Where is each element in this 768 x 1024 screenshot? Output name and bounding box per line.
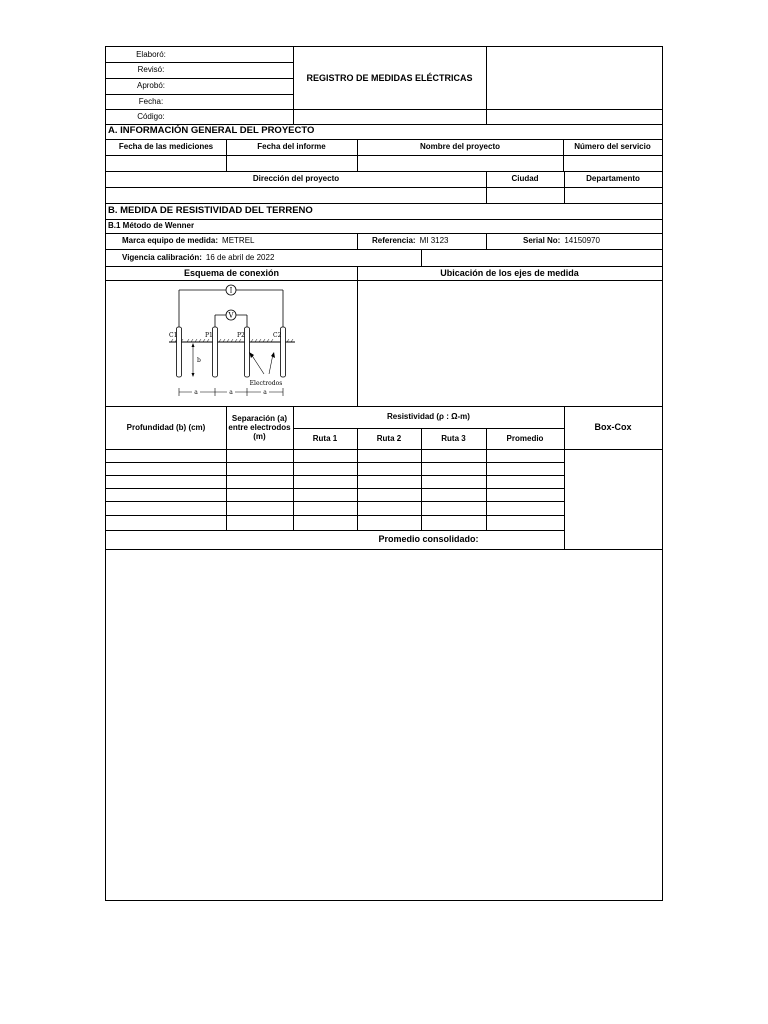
form-sheet xyxy=(105,46,663,901)
equipment-label: Marca equipo de medida: xyxy=(122,236,219,246)
schema-title: Esquema de conexión xyxy=(183,267,280,278)
label-fecha: Fecha: xyxy=(138,96,164,106)
header-ruta-1: Ruta 1 xyxy=(312,433,338,443)
label-spacing-3: a xyxy=(263,389,267,396)
header-ruta-3: Ruta 3 xyxy=(441,433,466,443)
label-p1: P1 xyxy=(205,332,213,339)
input-fecha-informe[interactable] xyxy=(226,155,357,171)
header-numero-servicio: Número del servicio xyxy=(574,142,651,152)
header-ciudad: Ciudad xyxy=(511,174,539,184)
label-codigo: Código: xyxy=(137,111,165,121)
label-c2: C2 xyxy=(273,332,282,339)
voltmeter-symbol: V xyxy=(228,311,234,320)
equipment-value: METREL xyxy=(222,236,255,246)
input-ciudad[interactable] xyxy=(486,187,564,203)
label-depth: b xyxy=(197,357,201,364)
location-title: Ubicación de los ejes de medida xyxy=(440,267,579,278)
label-elaboro: Elaboró: xyxy=(136,49,166,59)
data-rows-area[interactable] xyxy=(106,449,564,530)
calibration-field xyxy=(120,249,420,266)
calibration-label: Vigencia calibración: xyxy=(122,252,202,262)
ammeter-symbol: I xyxy=(229,286,233,295)
location-area[interactable] xyxy=(358,281,662,405)
input-departamento[interactable] xyxy=(564,187,662,203)
reference-value: MI 3123 xyxy=(419,236,449,246)
serial-field xyxy=(521,233,662,249)
label-spacing-2: a xyxy=(229,389,233,396)
header-direccion-proyecto: Dirección del proyecto xyxy=(252,174,340,184)
label-c1: C1 xyxy=(169,332,178,339)
header-fecha-informe: Fecha del informe xyxy=(257,142,326,152)
serial-label: Serial No: xyxy=(523,236,561,246)
document-title: REGISTRO DE MEDIDAS ELÉCTRICAS xyxy=(306,72,473,83)
input-nombre-proyecto[interactable] xyxy=(357,155,563,171)
header-ruta-2: Ruta 2 xyxy=(376,433,402,443)
reference-field xyxy=(370,233,486,249)
consolidated-average-label: Promedio consolidado: xyxy=(378,534,479,545)
boxcox-area[interactable] xyxy=(565,449,662,549)
header-resistivity: Resistividad (ρ : Ω-m) xyxy=(387,412,470,422)
label-spacing-1: a xyxy=(194,389,198,396)
header-separation: Separación (a) entre electrodos (m) xyxy=(228,413,291,442)
method-label: B.1 Método de Wenner xyxy=(108,221,195,231)
reference-label: Referencia: xyxy=(372,236,416,246)
input-direccion-proyecto[interactable] xyxy=(106,187,486,203)
input-numero-servicio[interactable] xyxy=(563,155,662,171)
calibration-value: 16 de abril de 2022 xyxy=(205,252,275,262)
input-fecha-mediciones[interactable] xyxy=(106,155,226,171)
section-a-title: A. INFORMACIÓN GENERAL DEL PROYECTO xyxy=(108,125,315,137)
header-boxcox: Box-Cox xyxy=(594,422,632,433)
header-departamento: Departamento xyxy=(586,174,640,184)
equipment-field xyxy=(120,233,357,249)
electrode-p2 xyxy=(245,327,250,377)
label-reviso: Revisó: xyxy=(137,65,165,75)
electrode-p1 xyxy=(213,327,218,377)
header-promedio: Promedio xyxy=(506,433,544,443)
label-p2: P2 xyxy=(237,332,245,339)
notes-area[interactable] xyxy=(106,550,662,900)
header-nombre-proyecto: Nombre del proyecto xyxy=(419,142,500,152)
serial-value: 14150970 xyxy=(564,236,600,246)
electrodes-label: Electrodos xyxy=(249,380,283,387)
header-depth: Profundidad (b) (cm) xyxy=(126,422,206,432)
header-fecha-mediciones: Fecha de las mediciones xyxy=(118,142,214,152)
label-aprobo: Aprobó: xyxy=(136,81,166,91)
wenner-diagram xyxy=(161,282,301,400)
section-b-title: B. MEDIDA DE RESISTIVIDAD DEL TERRENO xyxy=(108,204,313,216)
